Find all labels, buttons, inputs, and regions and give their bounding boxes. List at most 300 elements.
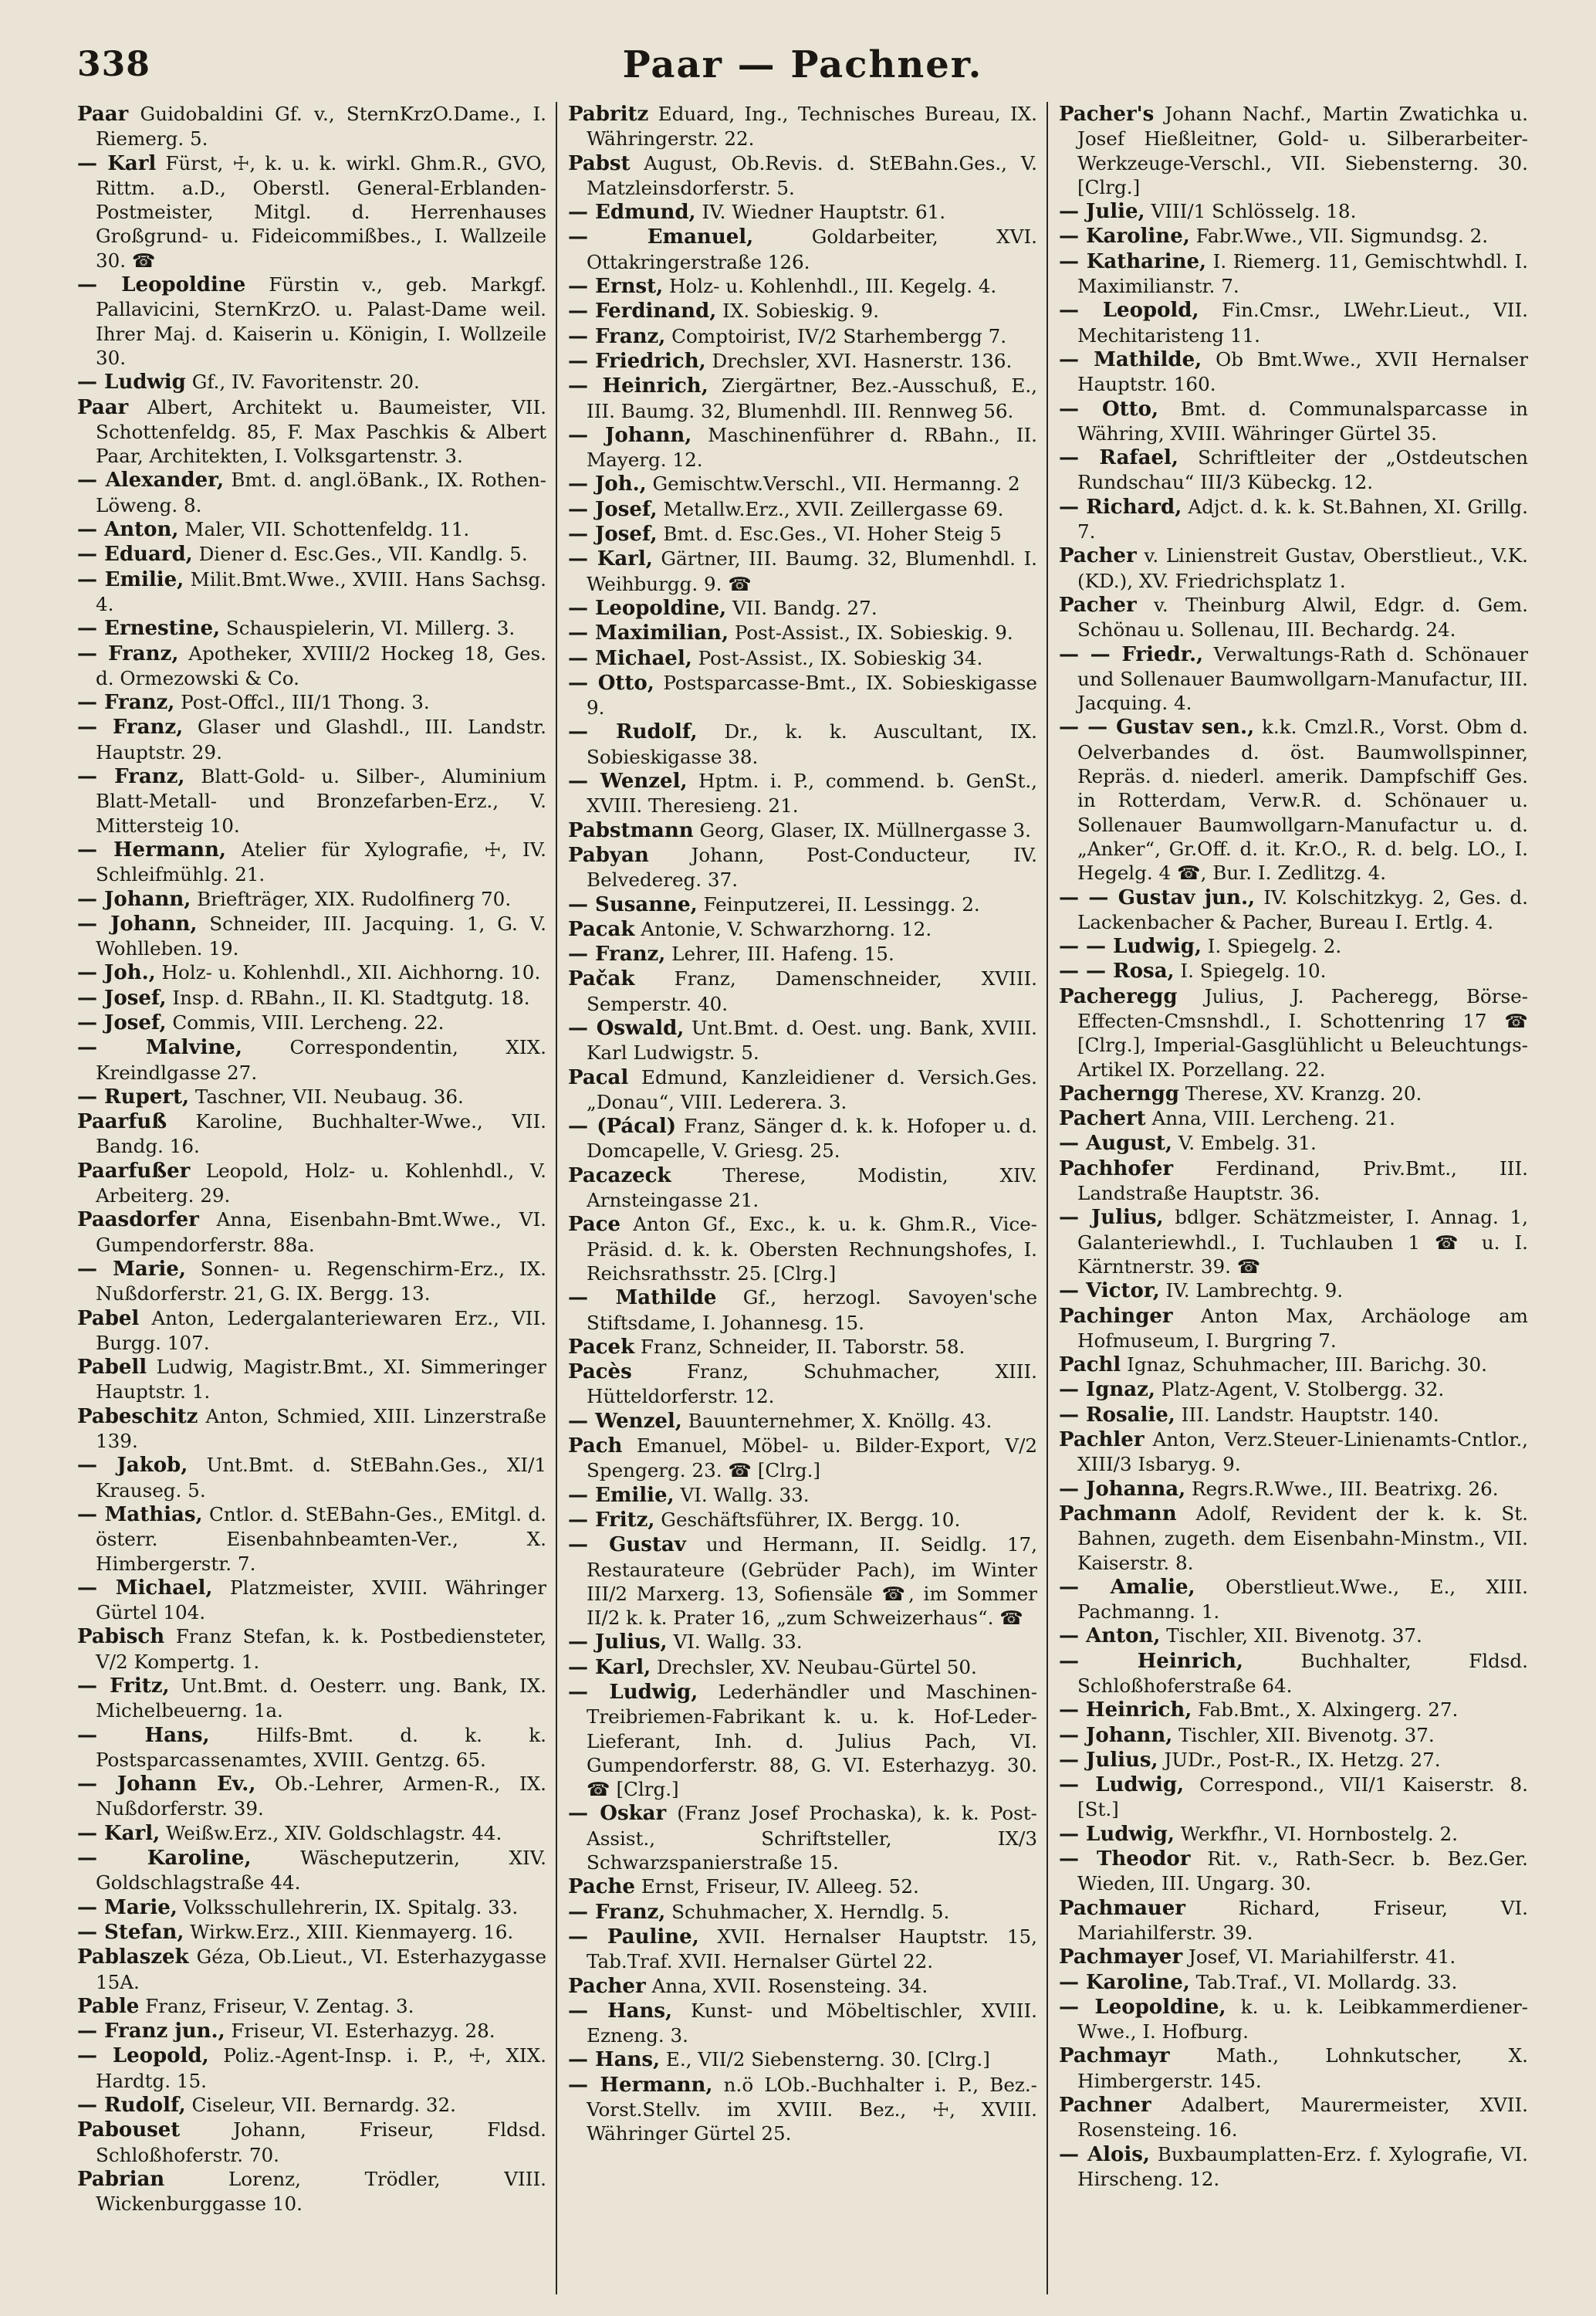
entry-details: Correspond., VII/1 Kaiserstr. 8. [St.]: [1077, 1773, 1528, 1821]
directory-entry: [77, 764, 546, 838]
entry-name: Pace: [568, 1213, 621, 1237]
directory-entry: [568, 1163, 1037, 1213]
directory-entry: [1059, 885, 1528, 935]
entry-details: k.k. Cmzl.R., Vorst. Obm d. Oelverbandes d. öst. Baumwollspinner, Repräs. d. niederl. amerik. Dampfschiff Ges. in Rotterdam, Verw.R. d. Schönauer u. Sollenauer Baumwollgarn-Manufactur u. d. „Anker“, Gr.Off. d. it. Kr.O., R. d. belg. LO., I. Hegelg. 4 ☎, Bur. I. Zedlitzg. 4.: [1077, 716, 1528, 885]
directory-entry: [77, 715, 546, 764]
entry-details: Ob Bmt.Wwe., XVII Hernalser Hauptstr. 160.: [1077, 347, 1528, 396]
entry-name: — Otto,: [568, 671, 654, 695]
directory-entry: [568, 1065, 1037, 1115]
directory-entry: [568, 522, 1037, 547]
entry-name: — Johann,: [77, 912, 198, 936]
entry-name: Pacek: [568, 1335, 635, 1359]
entry-name: — Malvine,: [77, 1036, 242, 1060]
entry-details: Gärtner, III. Baumg. 32, Blumenhdl. I. Weihburgg. 9. ☎: [587, 547, 1037, 595]
directory-entry: [1059, 298, 1528, 347]
entry-details: Ziergärtner, Bez.-Ausschuß, E., III. Baumg. 32, Blumenhdl. III. Rennweg 56.: [587, 374, 1037, 422]
entry-details: Therese, XV. Kranzg. 20.: [1185, 1082, 1422, 1105]
directory-entry: [77, 1257, 546, 1306]
directory-entry: [568, 621, 1037, 645]
directory-entry: [77, 1011, 546, 1035]
entry-details: Ferdinand, Priv.Bmt., III. Landstraße Hauptstr. 36.: [1077, 1156, 1528, 1205]
entry-name: Pacak: [568, 917, 635, 941]
entry-name: — Leopoldine,: [568, 596, 727, 620]
directory-entry: [77, 1895, 546, 1920]
entry-details: Lederhändler und Maschinen-Treibriemen-Fabrikant k. u. k. Hof-Leder-Lieferant, Inh. d. Julius Pach, VI. Gumpendorferstr. 88, G. VI. Esterhazyg. 30. ☎ [Clrg.]: [587, 1681, 1037, 1801]
directory-entry: [568, 1801, 1037, 1874]
page-header: [77, 39, 1528, 93]
directory-entry: [568, 299, 1037, 323]
directory-entry: [568, 1925, 1037, 1974]
entry-details: Post-Assist., IX. Sobieskig 34.: [698, 646, 983, 669]
directory-entry: [77, 1207, 546, 1257]
entry-name: — Leopoldine,: [1059, 1995, 1226, 2019]
entry-name: — Hans,: [568, 2048, 661, 2072]
directory-entry: [77, 1821, 546, 1846]
entry-details: Post-Offcl., III/1 Thong. 3.: [181, 691, 430, 714]
entry-name: — Katharine,: [1059, 249, 1207, 273]
directory-entry: [1059, 1575, 1528, 1624]
directory-entry: [77, 642, 546, 691]
directory-columns: [77, 102, 1528, 2294]
entry-details: Ludwig, Magistr.Bmt., XI. Simmeringer Hauptstr. 1.: [96, 1356, 546, 1403]
directory-entry: [568, 892, 1037, 917]
entry-name: — Hermann,: [77, 838, 226, 862]
entry-name: — Richard,: [1059, 495, 1182, 519]
entry-details: Verwaltungs-Rath d. Schönauer und Sollenauer Baumwollgarn-Manufactur, III. Jacquing. 4.: [1077, 642, 1528, 715]
entry-name: — Julius,: [568, 1630, 668, 1654]
entry-details: Fürstin v., geb. Markgf. Pallavicini, SternKrzO. u. Palast-Dame weil. Ihrer Maj. d. Kaiserin u. Königin, I. Wollzeile 30.: [96, 273, 546, 369]
entry-details: IV. Wiedner Hauptstr. 61.: [702, 201, 946, 224]
entry-details: Gf., herzogl. Savoyen'sche Stiftsdame, I. Johannesg. 15.: [587, 1286, 1037, 1334]
entry-details: Lehrer, III. Hafeng. 15.: [671, 943, 894, 966]
directory-entry: [1059, 984, 1528, 1082]
entry-name: — Josef,: [77, 1011, 167, 1034]
entry-name: Pachmann: [1059, 1502, 1177, 1525]
entry-name: — Ferdinand,: [568, 300, 717, 323]
entry-details: Correspondentin, XIX. Kreindlgasse 27.: [96, 1036, 546, 1084]
entry-details: Milit.Bmt.Wwe., XVIII. Hans Sachsg. 4.: [96, 567, 546, 615]
entry-details: XVII. Hernalser Hauptstr. 15, Tab.Traf. XVII. Hernalser Gürtel 22.: [587, 1925, 1037, 1973]
directory-entry: [1059, 1822, 1528, 1847]
entry-details: Hilfs-Bmt. d. k. k. Postsparcassenamtes, XVIII. Gentzg. 65.: [96, 1723, 546, 1771]
entry-details: Franz, Sänger d. k. k. Hofoper u. d. Domcapelle, V. Griesg. 25.: [587, 1115, 1037, 1163]
directory-entry: [568, 671, 1037, 720]
entry-name: — Anton,: [1059, 1624, 1161, 1648]
directory-entry: [1059, 2043, 1528, 2093]
directory-entry: [568, 1655, 1037, 1680]
directory-entry: [1059, 1477, 1528, 1502]
entry-name: — Heinrich,: [1059, 1698, 1192, 1722]
column-divider: [556, 102, 557, 2294]
entry-details: VIII/1 Schlösselg. 18.: [1151, 200, 1357, 223]
directory-entry: [1059, 2093, 1528, 2142]
directory-entry: [77, 1624, 546, 1674]
entry-details: Kunst- und Möbeltischler, XVIII. Ezneng. 3.: [587, 1999, 1037, 2047]
directory-entry: [77, 1576, 546, 1625]
entry-name: — Rudolf,: [77, 2094, 186, 2118]
entry-details: Werkfhr., VI. Hornbostelg. 2.: [1180, 1822, 1458, 1845]
entry-name: — — Gustav jun.,: [1059, 885, 1256, 909]
entry-name: — Michael,: [568, 646, 692, 670]
entry-name: — Leopold,: [1059, 299, 1199, 323]
entry-name: — Franz jun.,: [77, 2020, 225, 2043]
directory-entry: [568, 1285, 1037, 1335]
entry-name: — Karl,: [77, 1821, 161, 1845]
entry-details: E., VII/2 Siebensterng. 30. [Clrg.]: [665, 2048, 990, 2071]
entry-name: — Alexander,: [77, 469, 224, 493]
directory-entry: [77, 912, 546, 961]
directory-entry: [1059, 445, 1528, 495]
directory-entry: [1059, 1995, 1528, 2044]
entry-name: Pachhofer: [1059, 1156, 1174, 1180]
entry-name: — Michael,: [77, 1576, 213, 1600]
directory-entry: [1059, 959, 1528, 984]
entry-details: Tischler, XII. Bivenotg. 37.: [1178, 1723, 1435, 1746]
entry-name: Pabeschitz: [77, 1404, 198, 1428]
entry-name: — Alois,: [1059, 2142, 1150, 2166]
entry-name: — Karoline,: [1059, 1970, 1190, 1994]
entry-name: — Heinrich,: [1059, 1649, 1243, 1673]
directory-entry: [77, 887, 546, 912]
entry-name: Pacher's: [1059, 103, 1155, 126]
entry-name: — Leopoldine: [77, 273, 246, 297]
entry-details: Diener d. Esc.Ges., VII. Kandlg. 5.: [198, 543, 528, 566]
page-number: 338: [77, 45, 150, 84]
entry-details: Feinputzerei, II. Lessingg. 2.: [703, 892, 980, 916]
entry-details: Unt.Bmt. d. StEBahn.Ges., XI/1 Krauseg. 5.: [96, 1454, 546, 1502]
directory-entry: [568, 1900, 1037, 1925]
entry-name: — Rosalie,: [1059, 1403, 1175, 1427]
entry-name: — Rafael,: [1059, 446, 1178, 470]
entry-details: Bmt. d. angl.öBank., IX. Rothen-Löweng. 8.: [96, 469, 546, 516]
directory-entry: [568, 102, 1037, 151]
directory-entry: [1059, 1896, 1528, 1945]
entry-details: Schriftleiter der „Ostdeutschen Rundschau“ III/3 Kübeckg. 12.: [1077, 446, 1528, 494]
column-middle: [568, 102, 1037, 2294]
entry-details: Antonie, V. Schwarzhorng. 12.: [641, 917, 932, 940]
entry-details: Guidobaldini Gf. v., SternKrzO.Dame., I. Riemerg. 5.: [96, 103, 546, 151]
entry-details: Franz, Schneider, II. Taborstr. 58.: [640, 1335, 965, 1358]
directory-entry: [77, 960, 546, 985]
directory-entry: [1059, 1082, 1528, 1106]
directory-entry: [568, 917, 1037, 942]
directory-entry: [568, 1359, 1037, 1409]
entry-name: — Franz,: [77, 765, 185, 789]
directory-entry: [1059, 1748, 1528, 1773]
entry-details: Julius, J. Pacheregg, Börse-Effecten-Cmsnshdl., I. Schottenring 17 ☎ [Clrg.], Imperial-Gasglühlicht u Beleuchtungs-Artikel IX. Porzellang. 22.: [1077, 984, 1528, 1081]
entry-name: — Otto,: [1059, 397, 1159, 421]
entry-details: Bauunternehmer, X. Knöllg. 43.: [688, 1409, 992, 1432]
directory-entry: [568, 497, 1037, 522]
entry-details: und Hermann, II. Seidlg. 17, Restaurateure (Gebrüder Pach), im Winter III/2 Marxerg. 13, Sofiensäle ☎, im Sommer II/2 k. k. Prater 16, „zum Schweizerhaus“. ☎: [587, 1533, 1037, 1630]
directory-entry: [568, 1974, 1037, 1999]
directory-entry: [568, 547, 1037, 596]
directory-entry: [1059, 1698, 1528, 1722]
entry-name: — Johann Ev.,: [77, 1773, 256, 1796]
entry-name: Pabel: [77, 1306, 140, 1330]
directory-entry: [568, 1630, 1037, 1654]
directory-entry: [1059, 543, 1528, 593]
entry-name: — Pauline,: [568, 1925, 699, 1949]
entry-name: Pachert: [1059, 1107, 1146, 1131]
directory-entry: [1059, 1847, 1528, 1896]
entry-details: Karoline, Buchhalter-Wwe., VII. Bandg. 16.: [96, 1110, 546, 1158]
entry-name: — Karl: [77, 151, 157, 175]
directory-entry: [1059, 1106, 1528, 1131]
entry-details: Glaser und Glashdl., III. Landstr. Hauptstr. 29.: [96, 716, 546, 764]
entry-name: — Emilie,: [77, 567, 184, 591]
entry-details: VI. Wallg. 33.: [673, 1630, 803, 1654]
directory-entry: [568, 967, 1037, 1016]
entry-name: Paar: [77, 103, 129, 126]
entry-name: — Hans,: [568, 1999, 673, 2023]
entry-details: Franz Stefan, k. k. Postbediensteter, V/2 Kompertg. 1.: [96, 1625, 546, 1673]
directory-entry: [568, 1508, 1037, 1532]
directory-entry: [77, 2093, 546, 2118]
entry-name: — Marie,: [77, 1257, 186, 1281]
entry-name: — Jakob,: [77, 1454, 188, 1478]
directory-entry: [1059, 1649, 1528, 1698]
directory-entry: [568, 1483, 1037, 1508]
entry-name: Pabouset: [77, 2118, 181, 2142]
entry-name: Pacal: [568, 1065, 629, 1089]
entry-name: — Mathilde,: [1059, 347, 1202, 371]
entry-details: IV. Lambrechtg. 9.: [1165, 1279, 1344, 1302]
entry-name: — Joh.,: [77, 961, 156, 985]
entry-name: — Ludwig: [77, 371, 186, 394]
entry-details: Bmt. d. Esc.Ges., VI. Hoher Steig 5: [663, 523, 1002, 546]
directory-entry: [77, 1502, 546, 1576]
entry-details: Edmund, Kanzleidiener d. Versich.Ges. „Donau“, VIII. Lederera. 3.: [587, 1065, 1037, 1113]
directory-entry: [568, 1212, 1037, 1285]
entry-details: V. Embelg. 31.: [1178, 1132, 1317, 1155]
entry-name: — Fritz,: [77, 1674, 170, 1698]
entry-details: Gf., IV. Favoritenstr. 20.: [191, 371, 420, 394]
entry-details: Cntlor. d. StEBahn-Ges., EMitgl. d. österr. Eisenbahnbeamten-Ver., X. Himbergerstr. 7.: [96, 1502, 546, 1575]
directory-entry: [568, 1016, 1037, 1065]
directory-entry: [77, 1945, 546, 1994]
entry-name: Pabyan: [568, 843, 649, 867]
entry-name: — Johann,: [1059, 1723, 1173, 1747]
directory-entry: [77, 395, 546, 469]
entry-details: Géza, Ob.Lieut., VI. Esterhazygasse 15A.: [96, 1945, 546, 1993]
directory-entry: [1059, 1970, 1528, 1995]
entry-details: Briefträger, XIX. Rudolfinerg 70.: [197, 887, 512, 910]
entry-details: Lorenz, Trödler, VIII. Wickenburggasse 10.: [96, 2167, 546, 2216]
entry-name: Pable: [77, 1994, 140, 2018]
entry-details: Insp. d. RBahn., II. Kl. Stadtgutg. 18.: [172, 986, 530, 1009]
entry-details: Regrs.R.Wwe., III. Beatrixg. 26.: [1191, 1477, 1499, 1500]
entry-name: — Wenzel,: [568, 1409, 682, 1433]
directory-entry: [1059, 347, 1528, 397]
directory-entry: [568, 324, 1037, 349]
entry-name: — Karoline,: [1059, 225, 1190, 249]
entry-details: Schuhmacher, X. Herndlg. 5.: [671, 1900, 950, 1923]
entry-name: — Stefan,: [77, 1920, 184, 1944]
directory-entry: [1059, 1427, 1528, 1477]
entry-name: — Ernestine,: [77, 617, 221, 641]
entry-details: Blatt-Gold- u. Silber-, Aluminium Blatt-Metall- und Bronzefarben-Erz., V. Mittersteig 10.: [96, 765, 546, 837]
entry-details: Therese, Modistin, XIV. Arnsteingasse 21.: [587, 1163, 1037, 1212]
directory-entry: [1059, 199, 1528, 224]
column-right: [1059, 102, 1528, 2294]
directory-entry: [1059, 1131, 1528, 1156]
directory-entry: [77, 567, 546, 617]
entry-details: Franz, Schuhmacher, XIII. Hütteldorferstr. 12.: [587, 1360, 1037, 1408]
entry-name: — Franz,: [568, 1900, 666, 1924]
entry-details: Franz, Damenschneider, XVIII. Semperstr. 40.: [587, 967, 1037, 1015]
entry-name: Pachl: [1059, 1353, 1121, 1377]
entry-name: Pabell: [77, 1356, 147, 1380]
entry-name: — Victor,: [1059, 1279, 1160, 1303]
entry-details: Anna, VIII. Lercheng. 21.: [1151, 1107, 1395, 1130]
entry-name: — Amalie,: [1059, 1575, 1195, 1599]
entry-details: Wirkw.Erz., XIII. Kienmayerg. 16.: [190, 1920, 514, 1943]
entry-details: Dr., k. k. Auscultant, IX. Sobieskigasse 38.: [587, 720, 1037, 768]
directory-entry: [77, 1723, 546, 1773]
directory-entry: [77, 1674, 546, 1723]
entry-details: Unt.Bmt. d. Oesterr. ung. Bank, IX. Michelbeuerng. 1a.: [96, 1674, 546, 1722]
directory-entry: [1059, 1403, 1528, 1427]
entry-name: — Ludwig,: [568, 1681, 698, 1704]
entry-details: IV. Kolschitzkyg. 2, Ges. d. Lackenbacher & Pacher, Bureau I. Ertlg. 4.: [1077, 885, 1528, 933]
directory-entry: [77, 1772, 546, 1821]
entry-details: Unt.Bmt. d. Oest. ung. Bank, XVIII. Karl Ludwigstr. 5.: [587, 1016, 1037, 1065]
entry-details: JUDr., Post-R., IX. Hetzg. 27.: [1164, 1748, 1441, 1771]
entry-details: I. Spiegelg. 2.: [1207, 935, 1342, 958]
entry-name: Pacès: [568, 1360, 632, 1384]
entry-details: Gemischtw.Verschl., VII. Hermanng. 2: [652, 472, 1020, 496]
entry-name: Pacher: [568, 1974, 646, 1998]
entry-name: — Wenzel,: [568, 770, 688, 794]
entry-details: Sonnen- u. Regenschirm-Erz., IX. Nußdorferstr. 21, G. IX. Bergg. 13.: [96, 1257, 546, 1305]
entry-details: Ciseleur, VII. Bernardg. 32.: [191, 2094, 456, 2117]
directory-entry: [77, 102, 546, 151]
entry-name: — Emilie,: [568, 1483, 675, 1507]
directory-entry: [77, 1085, 546, 1109]
directory-entry: [568, 200, 1037, 225]
entry-name: — Julius,: [1059, 1748, 1158, 1772]
entry-details: Comptoirist, IV/2 Starhembergg 7.: [671, 324, 1007, 347]
entry-details: VI. Wallg. 33.: [680, 1483, 810, 1506]
directory-entry: [568, 374, 1037, 423]
entry-name: — Mathias,: [77, 1502, 203, 1526]
entry-name: — August,: [1059, 1132, 1172, 1156]
directory-entry: [1059, 102, 1528, 199]
entry-details: v. Linienstreit Gustav, Oberstlieut., V.K. (KD.), XV. Friedrichsplatz 1.: [1077, 544, 1528, 592]
directory-entry: [568, 274, 1037, 299]
entry-details: Hptm. i. P., commend. b. GenSt., XVIII. Theresieng. 21.: [587, 770, 1037, 818]
directory-entry: [568, 1434, 1037, 1483]
entry-name: Pache: [568, 1875, 635, 1899]
directory-entry: [568, 596, 1037, 621]
entry-details: Anton Max, Archäologe am Hofmuseum, I. Burgring 7.: [1077, 1304, 1528, 1352]
entry-details: Bmt. d. Communalsparcasse in Währing, XVIII. Währinger Gürtel 35.: [1077, 397, 1528, 445]
directory-entry: [1059, 715, 1528, 885]
entry-name: — Franz,: [568, 324, 666, 348]
entry-details: Schauspielerin, VI. Millerg. 3.: [225, 617, 516, 640]
directory-entry: [77, 370, 546, 394]
entry-name: — Rupert,: [77, 1085, 190, 1109]
entry-name: Pacazeck: [568, 1163, 671, 1187]
entry-name: — (Pácal): [568, 1115, 677, 1139]
entry-name: — Hans,: [77, 1723, 210, 1747]
directory-entry: [1059, 1156, 1528, 1206]
directory-entry: [568, 843, 1037, 892]
directory-entry: [1059, 1278, 1528, 1303]
entry-details: Fab.Bmt., X. Alxingerg. 27.: [1198, 1698, 1459, 1722]
directory-entry: [77, 2019, 546, 2043]
entry-name: — Franz,: [77, 691, 175, 715]
entry-details: Anna, Eisenbahn-Bmt.Wwe., VI. Gumpendorferstr. 88a.: [96, 1208, 546, 1256]
entry-details: Platz-Agent, V. Stolbergg. 32.: [1161, 1378, 1445, 1401]
directory-entry: [1059, 397, 1528, 446]
entry-name: Pachner: [1059, 2094, 1151, 2118]
entry-details: Platzmeister, XVIII. Währinger Gürtel 104.: [96, 1576, 546, 1624]
entry-name: — Franz,: [568, 943, 666, 967]
directory-entry: [568, 1532, 1037, 1630]
entry-name: — Ludwig,: [1059, 1822, 1175, 1846]
entry-details: Emanuel, Möbel- u. Bilder-Export, V/2 Spengerg. 23. ☎ [Clrg.]: [587, 1434, 1037, 1482]
directory-entry: [77, 1920, 546, 1945]
entry-name: Pabisch: [77, 1625, 165, 1649]
entry-details: Post-Assist., IX. Sobieskig. 9.: [734, 621, 1013, 645]
entry-details: Friseur, VI. Esterhazyg. 28.: [231, 2020, 495, 2043]
entry-details: Poliz.-Agent-Insp. i. P., ☩, XIX. Hardtg. 15.: [96, 2044, 546, 2092]
directory-entry: [1059, 1353, 1528, 1377]
entry-name: Pabritz: [568, 103, 649, 126]
directory-entry: [568, 720, 1037, 769]
directory-entry: [77, 2167, 546, 2216]
entry-name: — — Gustav sen.,: [1059, 716, 1255, 740]
entry-details: Geschäftsführer, IX. Bergg. 10.: [661, 1508, 961, 1531]
entry-details: Johann, Friseur, Fldsd. Schloßhoferstr. 70.: [96, 2118, 546, 2166]
directory-entry: [77, 1159, 546, 1208]
entry-details: (Franz Josef Prochaska), k. k. Post-Assist., Schriftsteller, IX/3 Schwarzspanierstraße 15.: [587, 1802, 1037, 1874]
entry-details: Fabr.Wwe., VII. Sigmundsg. 2.: [1195, 225, 1489, 248]
entry-details: Schneider, III. Jacquing. 1, G. V. Wohlleben. 19.: [96, 912, 546, 960]
entry-details: Goldarbeiter, XVI. Ottakringerstraße 126.: [587, 225, 1037, 273]
directory-entry: [77, 986, 546, 1011]
entry-name: Pacherngg: [1059, 1082, 1179, 1106]
entry-details: Anton, Schmied, XIII. Linzerstraße 139.: [96, 1404, 546, 1453]
entry-name: — Fritz,: [568, 1508, 655, 1532]
entry-details: Anton, Ledergalanteriewaren Erz., VII. Burgg. 107.: [96, 1306, 546, 1354]
entry-name: Pach: [568, 1434, 623, 1458]
directory-entry: [77, 2118, 546, 2167]
entry-details: Johann, Post-Conducteur, IV. Belvedereg. 37.: [587, 843, 1037, 892]
entry-name: — Susanne,: [568, 892, 698, 916]
entry-name: Paar: [77, 395, 129, 419]
entry-details: August, Ob.Revis. d. StEBahn.Ges., V. Matzleinsdorferstr. 5.: [587, 151, 1037, 199]
entry-name: — — Friedr.,: [1059, 642, 1204, 666]
directory-entry: [77, 2043, 546, 2093]
entry-details: Albert, Architekt u. Baumeister, VII. Schottenfeldg. 85, F. Max Paschkis & Albert Paar, Architekten, I. Volksgartenstr. 3.: [96, 395, 546, 468]
entry-name: — Karl,: [568, 1655, 651, 1679]
entry-details: Ernst, Friseur, IV. Alleeg. 52.: [641, 1875, 919, 1898]
entry-name: Pačak: [568, 967, 635, 991]
directory-entry: [1059, 934, 1528, 959]
entry-name: — Franz,: [77, 716, 184, 740]
directory-entry: [568, 1680, 1037, 1801]
directory-entry: [568, 2073, 1037, 2146]
entry-details: Adolf, Revident der k. k. St. Bahnen, zugeth. dem Eisenbahn-Minstm., VII. Kaiserstr. 8.: [1077, 1502, 1528, 1574]
directory-entry: [1059, 1502, 1528, 1575]
entry-details: Adjct. d. k. k. St.Bahnen, XI. Grillg. 7.: [1077, 495, 1528, 543]
entry-name: — Heinrich,: [568, 374, 708, 398]
entry-details: Fürst, ☩, k. u. k. wirkl. Ghm.R., GVO, Rittm. a.D., Oberstl. General-Erblanden-Postmeister, Mitgl. d. Herrenhauses Großgrund- u. Fideicommißbes., I. Wallzeile 30. ☎: [96, 151, 546, 272]
entry-name: — Josef,: [568, 523, 658, 547]
